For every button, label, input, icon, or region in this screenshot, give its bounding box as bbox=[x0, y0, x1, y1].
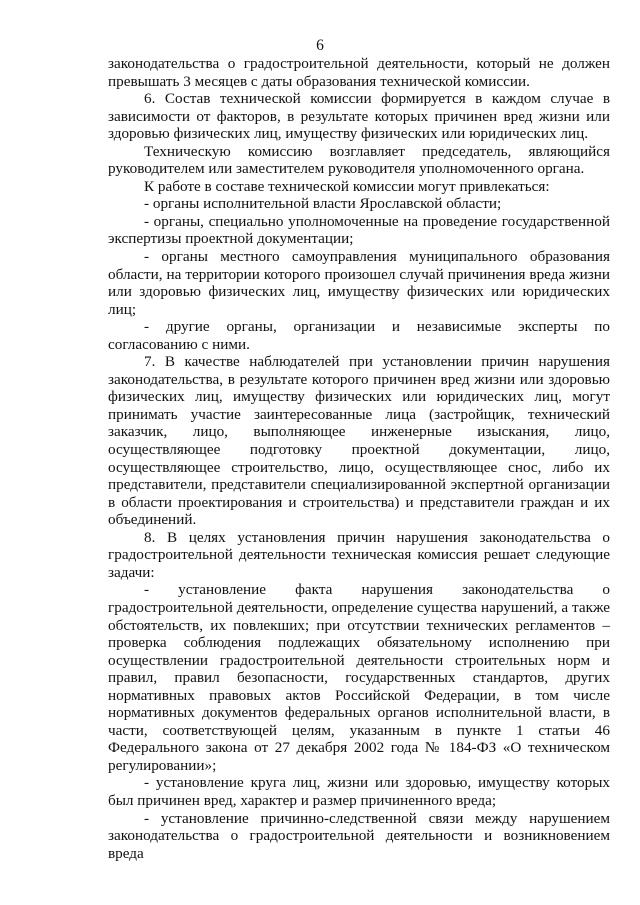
list-item-expertise-bodies: - органы, специально уполномоченные на проведение государственной экспертизы проектной документации; bbox=[108, 212, 610, 248]
paragraph-continuation: законодательства о градостроительной деятельности, который не должен превышать 3 месяцев с даты образования технической комиссии. bbox=[108, 55, 610, 90]
list-item-causal-link: - установление причинно-следственной связи между нарушением законодательства о градостроительной деятельности и возникновением вреда bbox=[108, 809, 610, 862]
list-item-violation-fact: - установление факта нарушения законодательства о градостроительной деятельности, определение существа нарушений, а также обстоятельств, их повлекших; при отсутствии технических регламентов – проверка соблюдения подлежащих обязательному исполнению при осуществлении градостроительной деятельности строительных норм и правил, правил безопасности, государственных стандартов, других нормативных правовых актов Российской Федерации, в том числе нормативных документов федеральных органов исполнительной власти, в части, соответствующей целям, указанным в пункте 1 статьи 46 Федерального закона от 27 декабря 2002 года № 184-ФЗ «О техническом регулировании»; bbox=[108, 581, 610, 774]
paragraph-commission-head: Техническую комиссию возглавляет председатель, являющийся руководителем или заместителем руководителя уполномоченного органа. bbox=[108, 142, 610, 178]
list-item-local-government: - органы местного самоуправления муниципального образования области, на территории которого произошел случай причинения вреда жизни или здоровью физических лиц, имуществу физических или юридических лиц; bbox=[108, 248, 610, 318]
paragraph-participants-intro: К работе в составе технической комиссии могут привлекаться: bbox=[144, 177, 550, 195]
paragraph-item-6: 6. Состав технической комиссии формируется в каждом случае в зависимости от факторов, в результате которых причинен вред жизни или здоровью физических лиц, имуществу физических или юридических лиц. bbox=[108, 90, 610, 143]
paragraph-item-7: 7. В качестве наблюдателей при установлении причин нарушения законодательства, в результате которого причинен вред жизни или здоровью физических лиц, имуществу физических или юридических лиц, могут принимать участие заинтересованные лица (застройщик, технический заказчик, лицо, выполняющее инженерные изыскания, лицо, осуществляющее подготовку проектной документации, лицо, осуществляющее строительство, лицо, осуществляющее снос, либо их представители, представители специализированной экспертной организации в области проектирования и строительства) и представители граждан и их объединений. bbox=[108, 353, 610, 529]
list-item-other-experts: - другие органы, организации и независимые эксперты по согласованию с ними. bbox=[108, 318, 610, 353]
document-body bbox=[108, 55, 610, 862]
list-item-regional-authorities: - органы исполнительной власти Ярославской области; bbox=[144, 195, 502, 213]
list-item-affected-persons: - установление круга лиц, жизни или здоровью, имуществу которых был причинен вред, характер и размер причиненного вреда; bbox=[108, 774, 610, 809]
paragraph-item-8: 8. В целях установления причин нарушения законодательства о градостроительной деятельности техническая комиссия решает следующие задачи: bbox=[108, 528, 610, 581]
page-number: 6 bbox=[316, 37, 324, 54]
